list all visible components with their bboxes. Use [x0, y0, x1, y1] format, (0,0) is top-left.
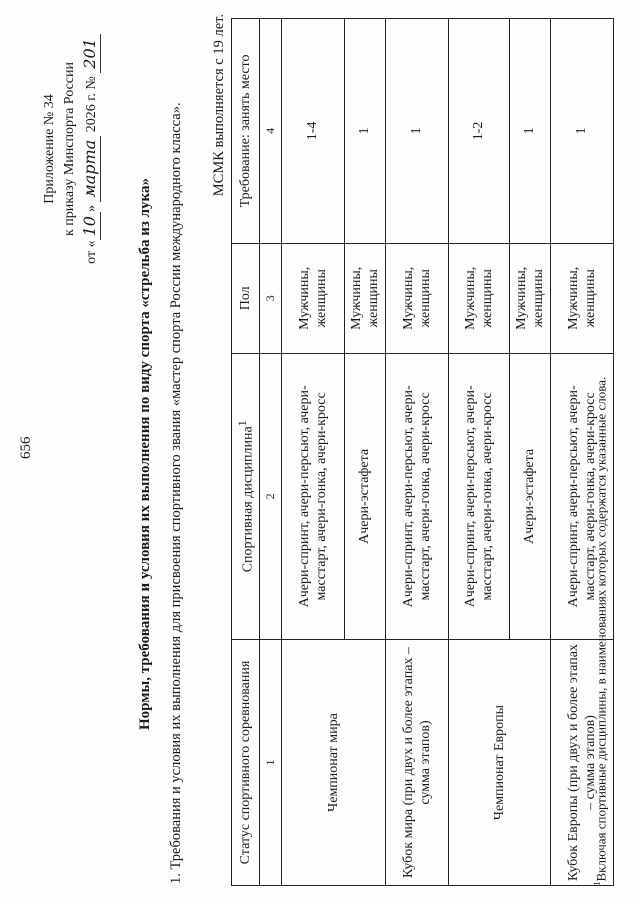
- status-cell: Чемпионат мира: [281, 640, 385, 886]
- place-cell: 1: [344, 19, 385, 244]
- gender-cell: Мужчины, женщины: [509, 243, 550, 353]
- header-discipline: [232, 353, 260, 639]
- column-number: 1: [259, 640, 281, 886]
- footnote-text: Включая спортивные дисциплины, в наименованиях которых содержатся указанные слова.: [593, 376, 609, 882]
- discipline-cell: Ачери-спринт, ачери-персьют, ачери-масстарт, ачери-гонка, ачери-кросс: [448, 353, 509, 639]
- column-number: 3: [259, 243, 281, 353]
- discipline-cell: Ачери-эстафета: [509, 353, 550, 639]
- place-cell: 1: [509, 19, 550, 244]
- place-cell: 1: [385, 19, 448, 244]
- status-cell: Чемпионат Европы: [448, 640, 550, 886]
- discipline-cell: Ачери-эстафета: [344, 353, 385, 639]
- annex-date-line: [80, 14, 102, 284]
- order-number-handwritten: 201: [80, 34, 101, 73]
- gender-cell: Мужчины, женщины: [550, 243, 613, 353]
- header-status: Статус спортивного соревнования: [232, 640, 260, 886]
- header-discipline-label: Спортивная дисциплина: [240, 426, 256, 573]
- annex-block: [40, 14, 102, 284]
- annex-number: Приложение № 34: [42, 94, 57, 204]
- status-cell: Кубок мира (при двух и более этапах – сумма этапов): [385, 640, 448, 886]
- date-day-handwritten: 10: [80, 212, 101, 240]
- discipline-cell: Ачери-спринт, ачери-персьют, ачери-масстарт, ачери-гонка, ачери-кросс: [550, 353, 613, 639]
- column-number: 2: [259, 353, 281, 639]
- place-cell: 1-4: [281, 19, 344, 244]
- date-mid: »: [84, 205, 99, 213]
- requirement-note: МСМК выполняется с 19 лет.: [211, 14, 227, 197]
- gender-cell: Мужчины, женщины: [448, 243, 509, 353]
- intro-paragraph: 1. Требования и условия их выполнения для присвоения спортивного звания «мастер спорта России международного класса».: [168, 102, 184, 884]
- table-row: [281, 19, 344, 886]
- footnote: [592, 377, 609, 886]
- header-gender: Пол: [232, 243, 260, 353]
- page-number: 656: [18, 436, 34, 459]
- date-month-handwritten: марта: [80, 136, 101, 202]
- footnote-mark: 1: [592, 881, 602, 886]
- column-number: 4: [259, 19, 281, 244]
- annex-order-ref: к приказу Минспорта России: [62, 62, 77, 236]
- date-year: 2026 г. №: [84, 76, 99, 133]
- column-number-row: [259, 19, 281, 886]
- discipline-cell: Ачери-спринт, ачери-персьют, ачери-масстарт, ачери-гонка, ачери-кросс: [385, 353, 448, 639]
- table-row: [385, 19, 448, 886]
- table-row: [448, 19, 509, 886]
- document-title: Нормы, требования и условия их выполнения по виду спорта «стрельба из лука»: [137, 178, 153, 730]
- date-prefix: от «: [84, 240, 99, 264]
- header-footnote-mark: 1: [236, 420, 249, 427]
- table-header-row: [232, 19, 260, 886]
- norms-table: [231, 18, 614, 886]
- place-cell: 1-2: [448, 19, 509, 244]
- place-cell: 1: [550, 19, 613, 244]
- gender-cell: Мужчины, женщины: [344, 243, 385, 353]
- header-place: Требование: занять место: [232, 19, 260, 244]
- status-cell: Кубок Европы (при двух и более этапах – сумма этапов): [550, 640, 613, 886]
- discipline-cell: Ачери-спринт, ачери-персьют, ачери-масстарт, ачери-гонка, ачери-кросс: [281, 353, 344, 639]
- gender-cell: Мужчины, женщины: [385, 243, 448, 353]
- gender-cell: Мужчины, женщины: [281, 243, 344, 353]
